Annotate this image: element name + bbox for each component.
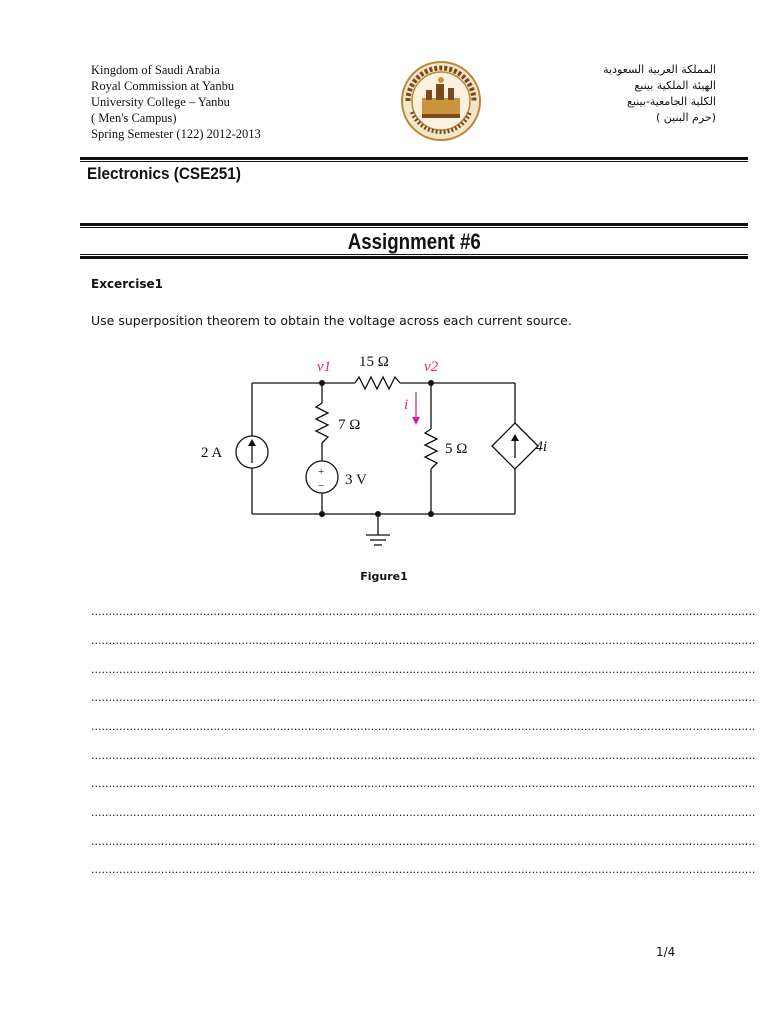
- header-line-arabic: الكلية الجامعية-بينبع: [627, 95, 716, 108]
- header-right-address-arabic: [603, 62, 716, 126]
- resistor-label-15: 15 Ω: [359, 354, 389, 370]
- plus-sign: +: [318, 466, 325, 478]
- header-line-arabic: الهيئة الملكية بينبع: [634, 79, 716, 92]
- node-label-v2: v2: [424, 359, 439, 375]
- header-line: Royal Commission at Yanbu: [91, 79, 235, 93]
- answer-line[interactable]: ..............................................................................................................................................................................................: [91, 777, 756, 790]
- minus-sign: −: [318, 480, 325, 492]
- exercise-text: Use superposition theorem to obtain the voltage across each current source.: [91, 313, 572, 328]
- page-number: 1/4: [656, 945, 676, 959]
- assignment-title-text: Assignment #6: [347, 229, 481, 254]
- divider-rule: [80, 254, 748, 255]
- answer-line[interactable]: ..............................................................................................................................................................................................: [91, 691, 756, 704]
- answer-line[interactable]: ..............................................................................................................................................................................................: [91, 605, 756, 618]
- answer-line[interactable]: ..............................................................................................................................................................................................: [91, 634, 756, 647]
- source-label-3v: 3 V: [345, 472, 367, 488]
- answer-line[interactable]: ..............................................................................................................................................................................................: [91, 663, 756, 676]
- answer-line[interactable]: ..............................................................................................................................................................................................: [91, 720, 756, 733]
- node-label-v1: v1: [317, 359, 332, 375]
- divider-rule: [80, 157, 748, 160]
- divider-rule: [80, 227, 748, 228]
- divider-rule: [80, 223, 748, 226]
- divider-rule: [80, 256, 748, 259]
- course-title: Electronics (CSE251): [87, 164, 241, 183]
- figure-caption: Figure1: [360, 570, 408, 583]
- source-label-dependent: 4i: [535, 439, 547, 455]
- header-line: Spring Semester (122) 2012-2013: [91, 127, 261, 141]
- header-line-arabic: المملكة العربية السعودية: [603, 63, 716, 76]
- resistor-label-5: 5 Ω: [445, 441, 468, 457]
- answer-line[interactable]: ..............................................................................................................................................................................................: [91, 835, 756, 848]
- header-line-arabic: (حرم البنين ): [656, 111, 716, 124]
- header-line: Kingdom of Saudi Arabia: [91, 63, 220, 77]
- circuit-figure: [195, 345, 555, 555]
- divider-rule: [80, 161, 748, 162]
- exercise-title: Excercise1: [91, 277, 163, 291]
- answer-line[interactable]: ..............................................................................................................................................................................................: [91, 863, 756, 876]
- header-left-address: [91, 62, 261, 142]
- header-line: University College – Yanbu: [91, 95, 230, 109]
- source-label-2a: 2 A: [201, 445, 223, 461]
- answer-line[interactable]: ..............................................................................................................................................................................................: [91, 806, 756, 819]
- current-label-i: i: [404, 397, 409, 413]
- header-line: ( Men's Campus): [91, 111, 177, 125]
- answer-line[interactable]: ..............................................................................................................................................................................................: [91, 749, 756, 762]
- college-logo: [400, 60, 482, 142]
- resistor-label-7: 7 Ω: [338, 417, 361, 433]
- assignment-title: [80, 229, 748, 255]
